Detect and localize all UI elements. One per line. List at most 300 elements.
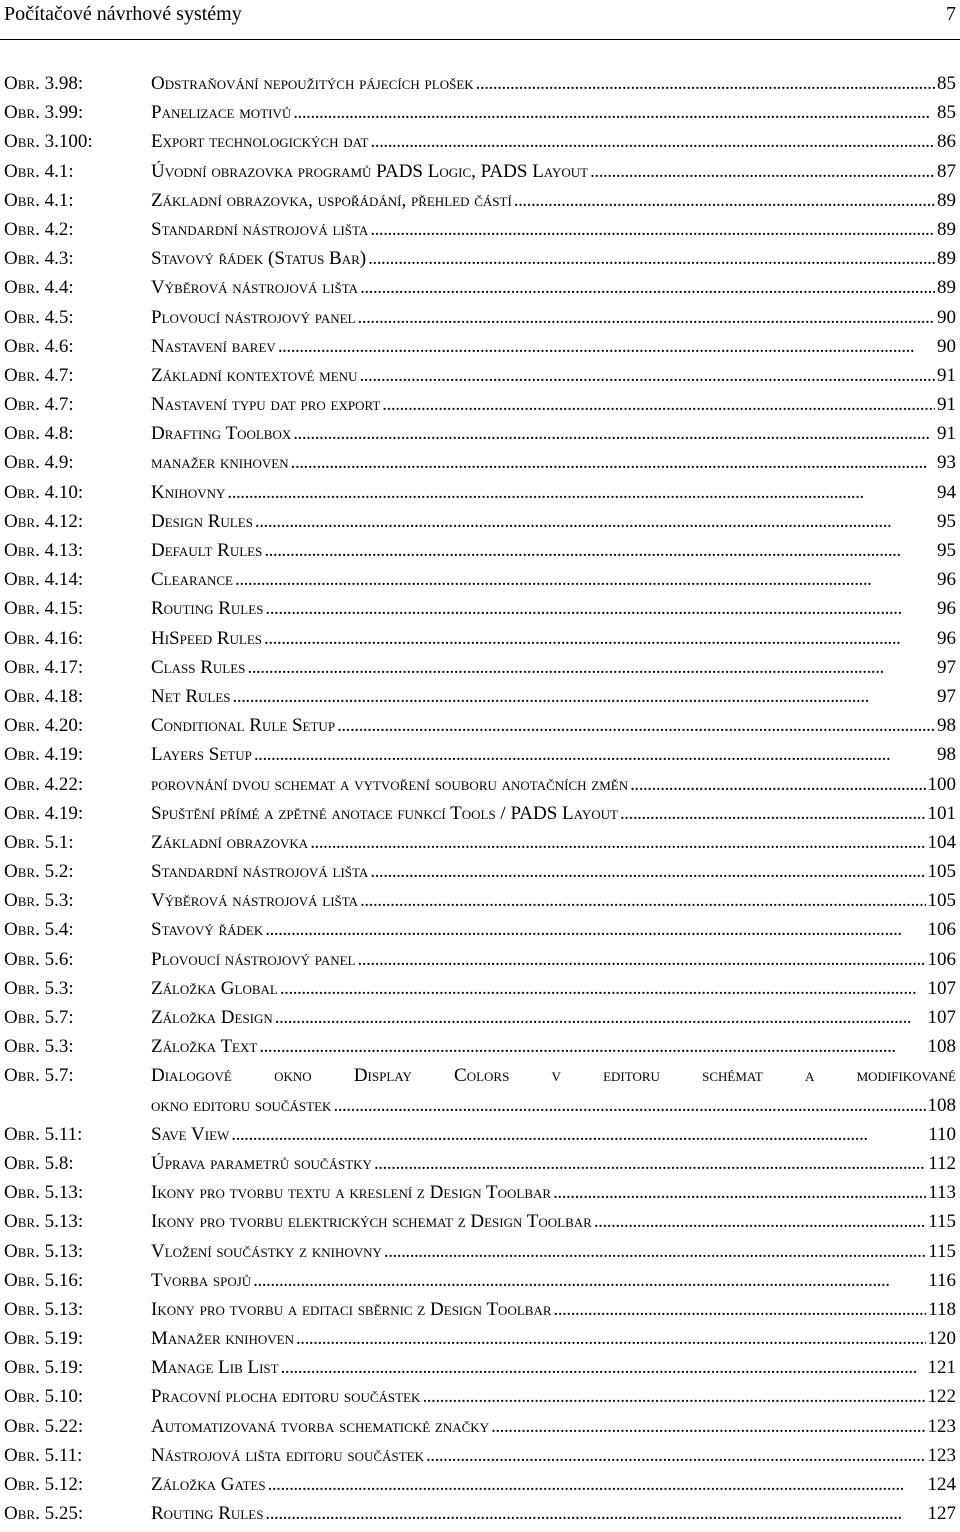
page-reference: 124 <box>927 1474 956 1496</box>
page-reference: 89 <box>937 189 956 211</box>
toc-entry <box>0 1474 960 1503</box>
figure-caption-row <box>151 1328 956 1350</box>
dot-leader <box>476 73 935 95</box>
toc-entry <box>0 715 960 744</box>
figure-label: Obr. 4.4: <box>4 277 74 299</box>
figure-label: Obr. 5.11: <box>4 1123 83 1145</box>
dot-leader <box>358 949 926 971</box>
figure-caption-row <box>151 423 956 445</box>
toc-entry <box>0 744 960 773</box>
figure-caption-row <box>151 1007 956 1029</box>
figure-label: Obr. 4.9: <box>4 452 74 474</box>
figure-caption-line1: Dialogové okno Display Colors v editoru schémat a modifikované <box>151 1065 956 1087</box>
figure-caption-row <box>151 1270 956 1292</box>
figure-caption: Save View <box>151 1123 230 1145</box>
page-reference: 121 <box>927 1357 956 1379</box>
toc-entry <box>0 277 960 306</box>
figure-caption: Default Rules <box>151 540 263 561</box>
figure-caption-row <box>151 628 956 650</box>
dot-leader <box>296 1328 926 1350</box>
figure-label: Obr. 5.3: <box>4 890 74 912</box>
dot-leader <box>554 1299 927 1321</box>
dot-leader <box>265 919 925 941</box>
figure-label: Obr. 5.8: <box>4 1152 74 1174</box>
toc-entry <box>0 482 960 511</box>
figure-caption: Layers Setup <box>151 744 252 766</box>
figure-label: Obr. 4.19: <box>4 802 84 824</box>
figure-label: Obr. 4.18: <box>4 685 84 707</box>
toc-entry <box>0 1211 960 1240</box>
figure-caption: okno editoru součástek <box>151 1094 332 1116</box>
toc-entry <box>0 190 960 219</box>
dot-leader <box>370 219 935 241</box>
dot-leader <box>265 598 935 620</box>
toc-entry <box>0 686 960 715</box>
dot-leader <box>514 190 935 212</box>
dot-leader <box>368 248 935 270</box>
figure-caption: Routing Rules <box>151 598 264 620</box>
toc-entry <box>0 540 960 569</box>
figure-label: Obr. 5.13: <box>4 1298 84 1320</box>
figure-caption: Class Rules <box>151 656 246 678</box>
figure-caption: HiSpeed Rules <box>151 627 263 649</box>
figure-caption-row <box>151 452 956 474</box>
page-reference: 120 <box>927 1328 956 1350</box>
toc-entry <box>0 569 960 598</box>
figure-caption-row <box>151 1386 956 1408</box>
figure-label: Obr. 4.16: <box>4 627 84 649</box>
figure-caption: Základní kontextové menu <box>151 364 358 386</box>
dot-leader <box>265 1503 925 1525</box>
dot-leader <box>553 1182 926 1204</box>
toc-entry <box>0 978 960 1007</box>
dot-leader <box>310 832 925 854</box>
toc-entry <box>0 307 960 336</box>
page-reference: 90 <box>937 335 956 357</box>
figure-caption-row <box>151 569 956 591</box>
dot-leader <box>293 423 935 445</box>
toc-entry <box>0 161 960 190</box>
figure-caption-row <box>151 365 956 387</box>
figure-caption-row <box>151 890 956 912</box>
toc-entry <box>0 1416 960 1445</box>
page-reference: 106 <box>927 919 956 941</box>
figure-caption-row <box>151 277 956 299</box>
figure-label: Obr. 5.2: <box>4 861 74 883</box>
figure-caption: Záložka Gates <box>151 1474 266 1496</box>
dot-leader <box>360 890 925 912</box>
figure-caption-row <box>151 1095 956 1117</box>
toc-entry <box>0 949 960 978</box>
figure-label: Obr. 5.11: <box>4 1444 83 1466</box>
figure-caption: Clearance <box>151 569 234 591</box>
dot-leader <box>370 861 925 883</box>
page-reference: 96 <box>937 598 956 620</box>
toc-entry <box>0 1153 960 1182</box>
figure-caption: manažer knihoven <box>151 452 289 474</box>
figure-caption-row <box>151 219 956 241</box>
toc-entry <box>0 1007 960 1036</box>
page-reference: 104 <box>927 831 956 853</box>
figure-caption: Knihovny <box>151 481 226 503</box>
figure-label: Obr. 4.19: <box>4 744 84 766</box>
page-reference: 94 <box>937 481 956 503</box>
toc-entry <box>0 1299 960 1328</box>
page-reference: 110 <box>928 1123 956 1145</box>
dot-leader <box>235 569 935 591</box>
figure-caption-row <box>151 861 956 883</box>
page-reference: 87 <box>937 160 956 182</box>
figure-caption-row <box>151 978 956 1000</box>
toc-entry <box>0 394 960 423</box>
header-divider <box>0 39 960 40</box>
figure-label: Obr. 4.15: <box>4 598 84 620</box>
dot-leader <box>374 1153 926 1175</box>
figure-caption-row <box>151 657 956 679</box>
figure-label: Obr. 5.13: <box>4 1240 84 1262</box>
toc-entry <box>0 628 960 657</box>
dot-leader <box>278 336 935 358</box>
toc-entry <box>0 1036 960 1065</box>
toc-entry <box>0 1241 960 1270</box>
figure-caption-row <box>151 803 956 825</box>
figure-caption: Záložka Design <box>151 1007 273 1028</box>
page-reference: 105 <box>927 890 956 912</box>
figure-caption: Nastavení typu dat pro export <box>151 394 381 416</box>
page-reference: 95 <box>937 540 956 561</box>
dot-leader <box>268 1474 926 1496</box>
figure-caption-row <box>151 1153 956 1175</box>
figure-caption-row <box>151 190 956 212</box>
page-reference: 89 <box>937 218 956 240</box>
figure-label: Obr. 5.16: <box>4 1269 84 1291</box>
figure-caption: Základní obrazovka <box>151 831 309 853</box>
dot-leader <box>590 161 935 183</box>
toc-entry <box>0 774 960 803</box>
toc-entry <box>0 657 960 686</box>
figure-caption: Conditional Rule Setup <box>151 715 336 737</box>
page-reference: 95 <box>937 510 956 532</box>
toc-entry <box>0 1124 960 1153</box>
figure-caption-row <box>151 73 956 95</box>
figure-label: Obr. 4.8: <box>4 423 74 445</box>
figure-caption-row <box>151 949 956 971</box>
page-reference: 115 <box>928 1211 956 1233</box>
figure-label: Obr. 4.17: <box>4 656 84 678</box>
page-reference: 85 <box>937 73 956 94</box>
page-reference: 93 <box>937 452 956 474</box>
figure-label: Obr. 4.7: <box>4 364 74 386</box>
figure-caption-row <box>151 102 956 124</box>
toc-entry <box>0 1503 960 1532</box>
page-reference: 96 <box>937 627 956 649</box>
toc-entry <box>0 861 960 890</box>
figure-caption: Manažer knihoven <box>151 1328 294 1350</box>
toc-entry <box>0 803 960 832</box>
page-reference: 105 <box>927 861 956 883</box>
dot-leader <box>280 978 926 1000</box>
figure-caption-row <box>151 715 956 737</box>
dot-leader <box>293 102 935 124</box>
figure-label: Obr. 5.25: <box>4 1503 84 1525</box>
page-reference: 115 <box>928 1240 956 1262</box>
document-title: Počítačové návrhové systémy <box>4 3 242 25</box>
dot-leader <box>231 1124 926 1146</box>
figure-label: Obr. 5.6: <box>4 948 74 970</box>
page-reference: 97 <box>937 656 956 678</box>
dot-leader <box>253 1270 926 1292</box>
dot-leader <box>264 540 935 562</box>
figure-label: Obr. 5.12: <box>4 1474 84 1496</box>
figure-caption: Stavový řádek <box>151 919 264 941</box>
figure-caption-row <box>151 1503 956 1525</box>
figure-caption: Plovoucí nástrojový panel <box>151 306 356 328</box>
figure-label: Obr. 4.13: <box>4 540 84 561</box>
figure-label: Obr. 5.19: <box>4 1357 84 1379</box>
figure-caption-row <box>151 1211 956 1233</box>
figure-label: Obr. 4.6: <box>4 335 74 357</box>
page-reference: 108 <box>927 1036 956 1058</box>
page-reference: 107 <box>927 1007 956 1028</box>
figure-caption: Ikony pro tvorbu elektrických schemat z Design Toolbar <box>151 1211 592 1233</box>
figure-caption-row <box>151 511 956 533</box>
figure-caption-row <box>151 686 956 708</box>
page-reference: 127 <box>927 1503 956 1525</box>
dot-leader <box>281 1357 926 1379</box>
toc-entry <box>0 1182 960 1211</box>
figure-caption: Stavový řádek (Status Bar) <box>151 248 367 270</box>
figure-label: Obr. 4.12: <box>4 510 84 532</box>
page-reference: 123 <box>927 1444 956 1466</box>
dot-leader <box>371 131 936 153</box>
dot-leader <box>358 307 936 329</box>
dot-leader <box>227 482 935 504</box>
figure-caption-row <box>151 1182 956 1204</box>
toc-entry <box>0 1270 960 1299</box>
figure-caption-row <box>151 248 956 270</box>
page-reference: 101 <box>927 802 956 824</box>
figure-label: Obr. 5.3: <box>4 1036 74 1058</box>
figure-caption: Ikony pro tvorbu textu a kreslení z Design Toolbar <box>151 1182 552 1204</box>
toc-entry <box>0 452 960 481</box>
figure-caption-row <box>151 131 956 153</box>
toc-entry <box>0 131 960 160</box>
dot-leader <box>382 394 935 416</box>
toc-entry <box>0 1065 960 1123</box>
dot-leader <box>259 1036 925 1058</box>
figure-caption-row <box>151 1036 956 1058</box>
figure-caption: Záložka Global <box>151 977 278 999</box>
toc-entry <box>0 1445 960 1474</box>
toc-entry <box>0 336 960 365</box>
figure-label: Obr. 5.13: <box>4 1182 84 1204</box>
figure-caption-row <box>151 598 956 620</box>
figure-label: Obr. 5.1: <box>4 831 74 853</box>
figure-caption: Ikony pro tvorbu a editaci sběrnic z Design Toolbar <box>151 1298 552 1320</box>
figure-label: Obr. 4.22: <box>4 773 84 795</box>
page-reference: 89 <box>937 248 956 270</box>
figure-caption: Spuštění přímé a zpětné anotace funkcí Tools / PADS Layout <box>151 802 618 824</box>
figure-label: Obr. 5.19: <box>4 1328 84 1350</box>
dot-leader <box>264 628 935 650</box>
toc-entry <box>0 598 960 627</box>
figure-label: Obr. 5.13: <box>4 1211 84 1233</box>
figure-label: Obr. 3.100: <box>4 131 93 153</box>
dot-leader <box>254 744 935 766</box>
figure-caption: Automatizovaná tvorba schematické značky <box>151 1415 490 1437</box>
page-reference: 89 <box>937 277 956 299</box>
page-reference: 85 <box>937 102 956 124</box>
figure-label: Obr. 4.5: <box>4 306 74 328</box>
page-reference: 97 <box>937 685 956 707</box>
dot-leader <box>359 365 935 387</box>
dot-leader <box>233 686 935 708</box>
figure-label: Obr. 4.3: <box>4 248 74 270</box>
figure-caption: Odstraňování nepoužitých pájecích plošek <box>151 73 474 94</box>
page-reference: 122 <box>927 1386 956 1408</box>
page-reference: 91 <box>937 364 956 386</box>
page-reference: 113 <box>928 1182 956 1204</box>
page-reference: 86 <box>937 131 956 153</box>
toc-entry <box>0 919 960 948</box>
figure-label: Obr. 4.7: <box>4 394 74 416</box>
figure-caption-row <box>151 1445 956 1467</box>
page-reference: 98 <box>937 744 956 766</box>
dot-leader <box>384 1241 926 1263</box>
figure-caption-row <box>151 1241 956 1263</box>
figure-caption-row <box>151 744 956 766</box>
toc-entry <box>0 511 960 540</box>
figure-caption: Manage Lib List <box>151 1357 279 1379</box>
page-number: 7 <box>946 3 956 25</box>
dot-leader <box>291 452 935 474</box>
dot-leader <box>620 803 926 825</box>
figure-caption: Plovoucí nástrojový panel <box>151 948 356 970</box>
dot-leader <box>255 511 935 533</box>
figure-caption: Routing Rules <box>151 1503 264 1525</box>
figure-label: Obr. 4.1: <box>4 189 74 211</box>
figure-caption-row <box>151 1124 956 1146</box>
figure-caption-row <box>151 482 956 504</box>
toc-entry <box>0 73 960 102</box>
figure-caption-row <box>151 1357 956 1379</box>
dot-leader <box>491 1416 925 1438</box>
dot-leader <box>594 1211 926 1233</box>
figure-caption: porovnání dvou schemat a vytvoření souboru anotačních změn <box>151 773 629 795</box>
figure-caption: Standardní nástrojová lišta <box>151 861 369 883</box>
figure-caption: Vložení součástky z knihovny <box>151 1240 382 1262</box>
page-reference: 107 <box>927 977 956 999</box>
figure-caption: Záložka Text <box>151 1036 258 1058</box>
figure-label: Obr. 4.10: <box>4 481 84 503</box>
figure-caption: Net Rules <box>151 685 231 707</box>
figure-caption-row <box>151 394 956 416</box>
dot-leader <box>275 1007 926 1029</box>
figure-label: Obr. 5.3: <box>4 977 74 999</box>
figure-caption-row <box>151 336 956 358</box>
toc-entry <box>0 890 960 919</box>
figure-label: Obr. 4.14: <box>4 569 84 591</box>
toc-entry <box>0 1357 960 1386</box>
figure-caption: Standardní nástrojová lišta <box>151 218 369 240</box>
page-reference: 100 <box>927 773 956 795</box>
page-reference: 91 <box>937 423 956 445</box>
figure-label: Obr. 4.20: <box>4 715 84 737</box>
figure-caption-row <box>151 832 956 854</box>
figure-caption-row <box>151 161 956 183</box>
figure-label: Obr. 5.7: <box>4 1065 74 1087</box>
figure-caption: Export technologických dat <box>151 131 369 153</box>
figure-label: Obr. 5.4: <box>4 919 74 941</box>
page-reference: 112 <box>928 1152 956 1174</box>
toc-entry <box>0 423 960 452</box>
dot-leader <box>360 277 935 299</box>
figure-caption: Úprava parametrů součástky <box>151 1152 372 1174</box>
page-reference: 98 <box>937 715 956 737</box>
figure-caption-row <box>151 919 956 941</box>
figure-caption-row <box>151 307 956 329</box>
page-reference: 96 <box>937 569 956 591</box>
figure-caption: Výběrová nástrojová lišta <box>151 890 359 912</box>
figure-caption: Tvorba spojů <box>151 1269 252 1291</box>
figure-caption: Nástrojová lišta editoru součástek <box>151 1444 424 1466</box>
dot-leader <box>630 774 925 796</box>
dot-leader <box>333 1095 925 1117</box>
toc-entry <box>0 219 960 248</box>
page-reference: 123 <box>927 1415 956 1437</box>
toc-entry <box>0 832 960 861</box>
dot-leader <box>337 715 935 737</box>
figure-caption: Úvodní obrazovka programů PADS Logic, PADS Layout <box>151 160 589 182</box>
figure-caption: Design Rules <box>151 510 253 532</box>
figure-caption-row <box>151 774 956 796</box>
toc-entry <box>0 102 960 131</box>
figure-caption: Nastavení barev <box>151 335 276 357</box>
page-reference: 106 <box>927 948 956 970</box>
toc-entry <box>0 365 960 394</box>
figure-caption: Drafting Toolbox <box>151 423 292 445</box>
page-reference: 108 <box>927 1094 956 1116</box>
toc-entry <box>0 1328 960 1357</box>
figure-caption: Pracovní plocha editoru součástek <box>151 1386 421 1408</box>
toc-entry <box>0 248 960 277</box>
figure-label: Obr. 5.10: <box>4 1386 84 1408</box>
figure-label: Obr. 5.22: <box>4 1415 84 1437</box>
page-reference: 91 <box>937 394 956 416</box>
figure-caption: Výběrová nástrojová lišta <box>151 277 359 299</box>
toc-entry <box>0 1386 960 1415</box>
dot-leader <box>426 1445 926 1467</box>
figure-caption: Panelizace motivů <box>151 102 292 124</box>
page-reference: 90 <box>937 306 956 328</box>
figure-caption-row <box>151 1416 956 1438</box>
page-reference: 116 <box>928 1269 956 1291</box>
figure-label: Obr. 3.98: <box>4 73 84 94</box>
figure-caption-row <box>151 1474 956 1496</box>
figure-caption-row <box>151 540 956 562</box>
figure-label: Obr. 3.99: <box>4 102 84 124</box>
figure-label: Obr. 4.1: <box>4 160 74 182</box>
dot-leader <box>422 1386 925 1408</box>
figure-label: Obr. 4.2: <box>4 218 74 240</box>
dot-leader <box>247 657 935 679</box>
figure-caption: Základní obrazovka, uspořádání, přehled částí <box>151 189 512 211</box>
figure-label: Obr. 5.7: <box>4 1007 74 1028</box>
page-header <box>0 0 960 44</box>
list-of-figures <box>0 73 960 1532</box>
figure-caption-row <box>151 1299 956 1321</box>
page-reference: 118 <box>928 1298 956 1320</box>
